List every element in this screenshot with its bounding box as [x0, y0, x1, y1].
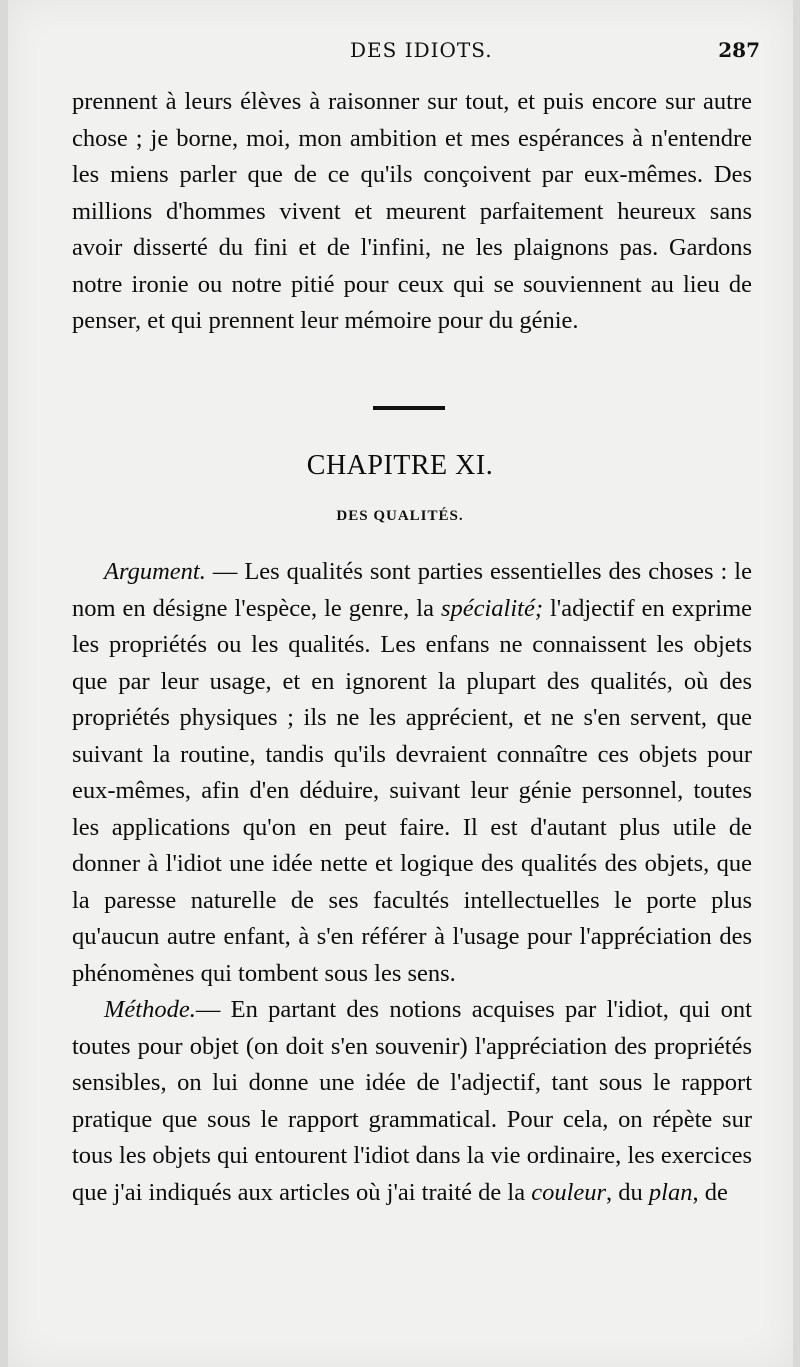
methode-separator: , du — [606, 1178, 649, 1206]
methode-text-1: — En partant des notions acquises par l'idiot, qui ont toutes pour objet (on doit s'en souvenir) l'appréciation des propriétés sensibles, on lui donne une idée de l'adjectif, tant sous le rapport pratique que sous le rapport grammatical. Pour cela, on répète sur tous les objets qui entourent l'idiot dans la vie ordinaire, les exercices que j'ai indiqués aux articles où j'ai traité de la — [72, 996, 752, 1206]
argument-emphasis: spécialité; — [440, 594, 543, 622]
running-title: DES IDIOTS. — [350, 38, 493, 62]
argument-text-2: l'adjectif en exprime les propriétés ou les qualités. Les enfans ne connaissent les objets que par leur usage, et en ignorent la plupart des qualités, où des propriétés physiques ; ils ne les apprécient, et ne s'en servent, que suivant la routine, tandis qu'ils devraient connaître ces objets pour eux-mêmes, afin d'en déduire, suivant leur génie personnel, toutes les applications qu'on en peut faire. Il est d'autant plus utile de donner à l'idiot une idée nette et logique des qualités des objets, que la paresse naturelle de ses facultés intellectuelles le porte plus qu'aucun autre enfant, à s'en référer à l'usage pour l'appréciation des phénomènes qui tombent sous les sens. — [72, 594, 753, 987]
running-head — [80, 38, 760, 68]
argument-label: Argument. — [104, 558, 206, 585]
argument-text-1: — Les qualités sont parties essentielles des choses : le nom en désigne l'espèce, le genre, la — [72, 558, 752, 622]
methode-emphasis-plan: plan — [648, 1178, 693, 1206]
section-title: DES QUALITÉS. — [336, 508, 464, 524]
argument-paragraph — [72, 554, 752, 992]
methode-label: Méthode. — [104, 996, 196, 1023]
opening-paragraph — [72, 84, 752, 340]
section-divider — [373, 406, 445, 410]
chapter-title: CHAPITRE XI. — [306, 450, 494, 481]
page-number: 287 — [718, 38, 760, 62]
methode-paragraph — [72, 992, 752, 1211]
methode-emphasis-couleur: couleur — [531, 1178, 607, 1206]
methode-text-2: , de — [692, 1178, 728, 1206]
paragraph-text: prennent à leurs élèves à raisonner sur tout, et puis encore sur autre chose ; je borne, moi, mon ambition et mes espérances à n'entendre les miens parler que de ce qu'ils conçoivent par eux-mêmes. Des millions d'hommes vivent et meurent parfaitement heureux sans avoir disserté du fini et de l'infini, ne les plaignons pas. Gardons notre ironie ou notre pitié pour ceux qui se souviennent au lieu de penser, et qui prennent leur mémoire pour du génie. — [72, 88, 752, 334]
body-text — [72, 554, 752, 1211]
